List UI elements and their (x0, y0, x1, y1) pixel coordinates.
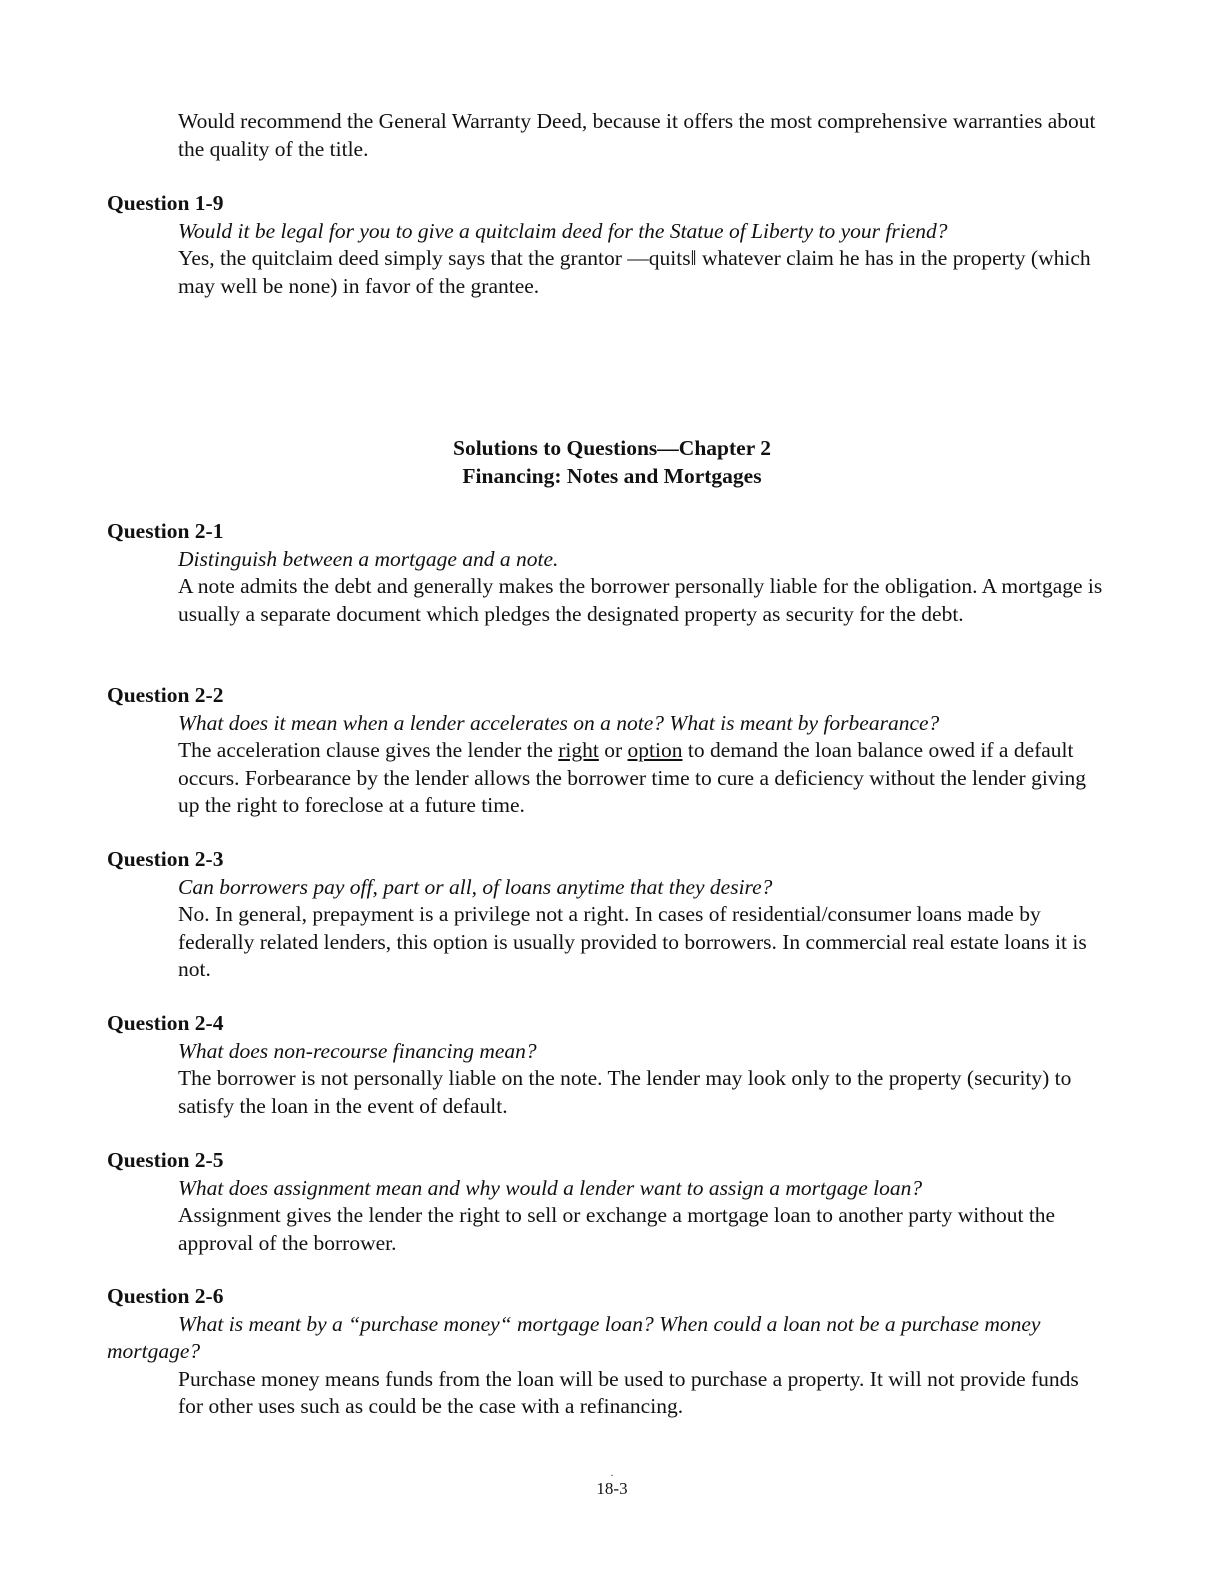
answer-text: No. In general, prepayment is a privilege not a right. In cases of residential/consumer loans made by federally related lenders, this option is usually provided to borrowers. In commercial real estate loans it is not. (178, 902, 1087, 981)
answer-text (178, 737, 1103, 820)
page-number: 18-3 (596, 1479, 628, 1498)
underlined-word-option: option (627, 738, 683, 762)
chapter-title: Solutions to Questions—Chapter 2 (453, 436, 771, 460)
question-text: What does assignment mean and why would a lender want to assign a mortgage loan? (178, 1175, 923, 1200)
question-heading: Question 1-9 (107, 191, 224, 215)
question-1-9 (107, 190, 1107, 300)
question-2-6 (107, 1283, 1107, 1421)
answer-segment: or (598, 738, 628, 762)
answer-text: Purchase money means funds from the loan will be used to purchase a property. It will not provide funds for other uses such as could be the case with a refinancing. (178, 1366, 1079, 1418)
question-2-2 (107, 682, 1107, 820)
question-heading: Question 2-3 (107, 847, 224, 871)
question-text: Distinguish between a mortgage and a note. (178, 546, 559, 571)
question-text: What is meant by a “purchase money“ mortgage loan? When could a loan not be a purchase money mortgage? (107, 1311, 1041, 1363)
question-text: What does non-recourse financing mean? (178, 1038, 537, 1063)
question-heading: Question 2-6 (107, 1284, 224, 1308)
question-heading: Question 2-1 (107, 519, 224, 543)
question-text: Would it be legal for you to give a quitclaim deed for the Statue of Liberty to your friend? (178, 218, 948, 243)
question-2-1 (107, 518, 1107, 628)
question-heading: Question 2-2 (107, 683, 224, 707)
question-text: What does it mean when a lender accelerates on a note? What is meant by forbearance? (178, 710, 940, 735)
answer-text: Yes, the quitclaim deed simply says that the grantor —quits‖ whatever claim he has in the property (which may well be none) in favor of the grantee. (178, 246, 1091, 298)
answer-text: The borrower is not personally liable on the note. The lender may look only to the property (security) to satisfy the loan in the event of default. (178, 1066, 1072, 1118)
answer-segment: to demand the loan balance owed if a default occurs. Forbearance by the lender allows the borrower time to cure a deficiency without the lender giving up the right to foreclose at a future time. (178, 738, 1087, 817)
question-2-3 (107, 846, 1107, 984)
chapter-subtitle: Financing: Notes and Mortgages (462, 463, 762, 488)
chapter-heading (0, 435, 1224, 490)
question-text: Can borrowers pay off, part or all, of loans anytime that they desire? (178, 874, 773, 899)
answer-text: A note admits the debt and generally makes the borrower personally liable for the obligation. A mortgage is usually a separate document which pledges the designated property as security for the debt. (178, 574, 1103, 626)
question-heading: Question 2-5 (107, 1148, 224, 1172)
answer-text: Assignment gives the lender the right to sell or exchange a mortgage loan to another party without the approval of the borrower. (178, 1203, 1056, 1255)
question-2-5 (107, 1147, 1107, 1257)
page-footer (0, 1470, 1224, 1500)
underlined-word-right: right (558, 738, 599, 762)
answer-segment: The acceleration clause gives the lender the (178, 738, 559, 762)
intro-paragraph: Would recommend the General Warranty Deed, because it offers the most comprehensive warranties about the quality of the title. (178, 109, 1096, 161)
question-2-4 (107, 1010, 1107, 1120)
footer-dot: . (610, 1468, 614, 1479)
question-heading: Question 2-4 (107, 1011, 224, 1035)
